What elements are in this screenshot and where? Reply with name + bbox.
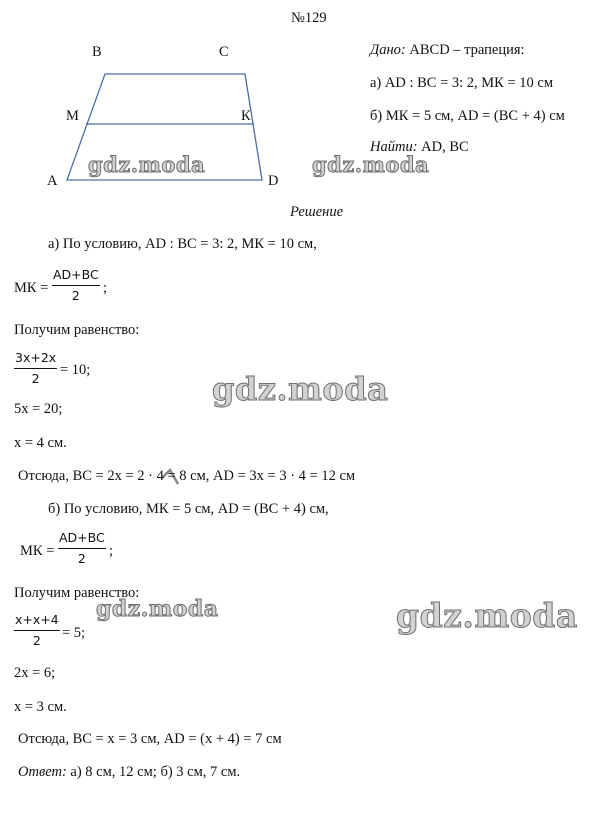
eq1-tail: = 10; [60,362,91,378]
eq5: 2x = 6; [14,665,56,681]
fraction-denominator: 2 [31,370,40,386]
equality-label-2: Получим равенство: [14,585,140,601]
eq4-fraction [14,614,60,647]
watermark: gdz.moda [96,596,219,622]
answer-text: а) 8 см, 12 см; б) 3 см, 7 см. [66,764,241,780]
problem-number: №129 [291,10,327,26]
mk2-formula-lhs: МК = [20,543,55,559]
given-b: б) МК = 5 см, AD = (BC + 4) см [370,108,565,124]
fraction-numerator: x+x+4 [14,614,60,631]
point-label-k: К [241,108,251,124]
eq2: 5x = 20; [14,401,63,417]
solution-title: Решение [290,204,344,220]
vertex-label-b: B [92,44,102,60]
fraction-denominator: 2 [32,632,41,648]
eq1-fraction [14,352,57,385]
watermark: gdz.moda [88,152,206,177]
find-label: Найти: [370,139,418,155]
find-text: AD, BC [417,139,469,155]
mk-formula-tail: ; [103,280,108,296]
eq3: x = 4 см. [14,435,67,451]
eq6: x = 3 см. [14,699,67,715]
given-label: Дано: [370,42,406,58]
answer-line [18,764,240,781]
watermark: gdz.moda [212,370,389,408]
fraction-denominator: 2 [71,287,80,303]
part-b-condition: б) По условию, МК = 5 см, AD = (BC + 4) см, [48,501,329,517]
equality-label: Получим равенство: [14,322,140,338]
watermark: gdz.moda [312,152,430,177]
given-line [370,42,525,59]
fraction-numerator: AD+BC [58,532,106,549]
vertex-label-c: C [219,44,229,60]
fraction-numerator: AD+BC [52,269,100,286]
vertex-label-d: D [268,173,279,189]
eq4-tail: = 5; [62,625,86,641]
fraction-denominator: 2 [77,550,86,566]
mk2-formula-tail: ; [109,543,114,559]
given-a: а) AD : BC = 3: 2, МК = 10 см [370,75,554,91]
part-b-result: Отсюда, BC = x = 3 см, AD = (x + 4) = 7 см [18,731,282,747]
fraction-numerator: 3x+2x [14,352,57,369]
watermark: gdz.moda [396,596,578,635]
vertex-label-a: A [47,173,58,189]
mk2-formula-fraction [58,532,106,565]
part-a-condition: а) По условию, AD : BC = 3: 2, МК = 10 см, [48,236,317,252]
answer-label: Ответ: [18,764,67,780]
part-a-result: Отсюда, BC = 2x = 2 · 4 = 8 см, AD = 3x = 3 · 4 = 12 см [18,468,356,484]
mk-formula-fraction [52,269,100,302]
mk-formula-lhs: МК = [14,280,49,296]
given-text: ABCD – трапеция: [405,42,525,58]
point-label-m: M [66,108,79,124]
